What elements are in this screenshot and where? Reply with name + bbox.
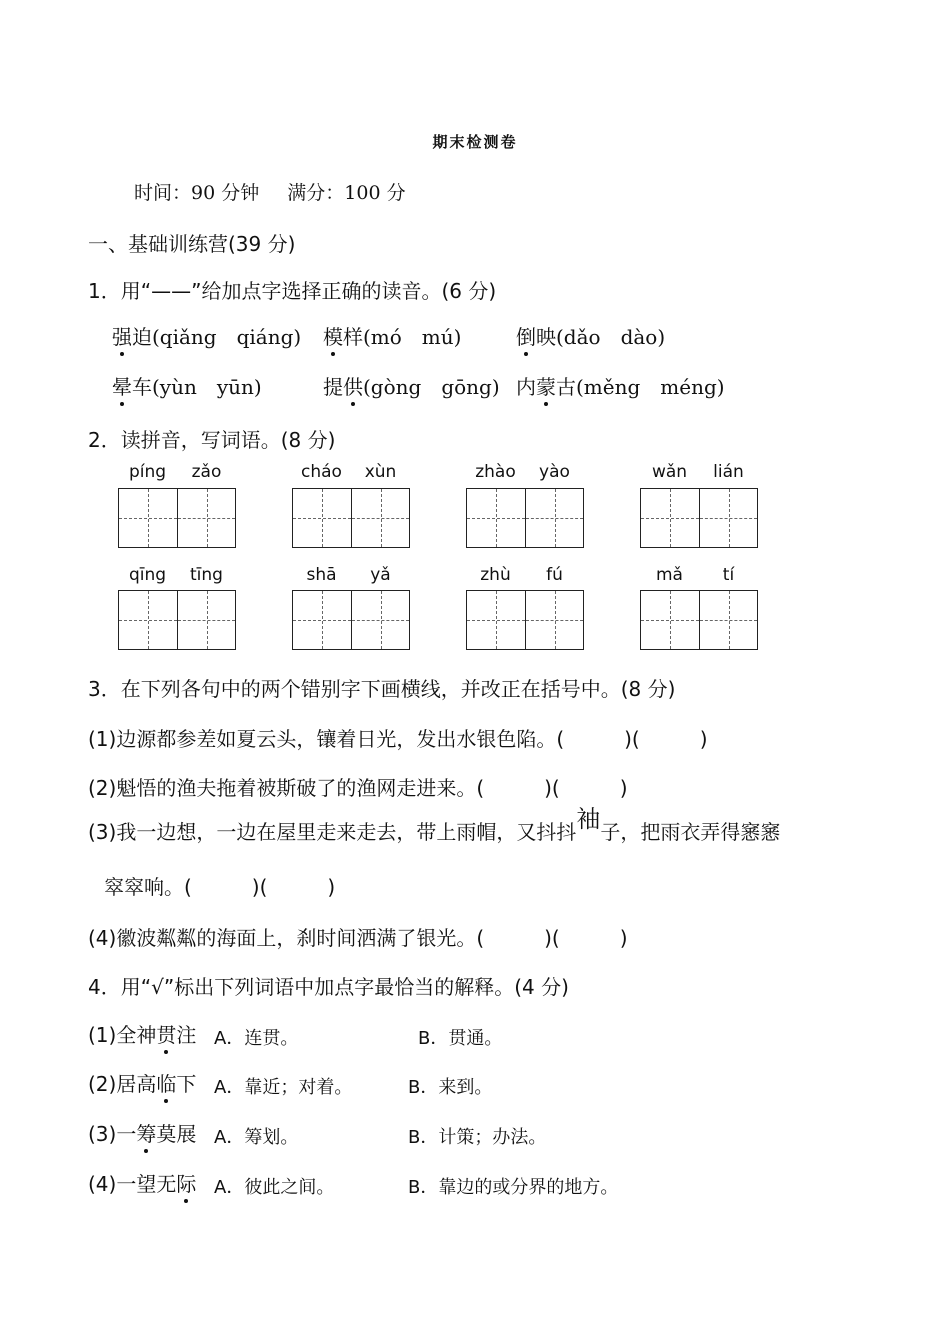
- q1-item-2: 模样(mó mú): [323, 325, 462, 349]
- q1-stem: 1．用“——”给加点字选择正确的读音。(6 分): [88, 279, 497, 303]
- writing-grid[interactable]: [466, 488, 584, 548]
- q4-item-3-option-b[interactable]: B．计策；办法。: [408, 1127, 547, 1148]
- q1-item-1: 强迫(qiǎng qiáng): [112, 325, 302, 349]
- q4-item-4-option-b[interactable]: B．靠边的或分界的地方。: [408, 1177, 619, 1198]
- q4-item-2-option-b[interactable]: B．来到。: [408, 1077, 493, 1098]
- q1-item-3: 倒映(dǎo dào): [516, 325, 666, 349]
- page-title: 期末检测卷: [432, 133, 518, 151]
- q1-item-4: 晕车(yùn yūn): [112, 375, 262, 399]
- exam-meta: [134, 178, 406, 205]
- writing-grid[interactable]: [640, 590, 758, 650]
- writing-grid[interactable]: [640, 488, 758, 548]
- q4-item-1: (1)全神贯注: [88, 1023, 197, 1047]
- q4-item-2: (2)居高临下: [88, 1072, 197, 1096]
- q1-item-5: 提供(gòng gōng): [323, 375, 500, 399]
- writing-grid[interactable]: [292, 590, 410, 650]
- q4-stem: 4．用“√”标出下列词语中加点字最恰当的解释。(4 分): [88, 975, 569, 999]
- q4-item-4-option-a[interactable]: A．彼此之间。: [214, 1177, 335, 1198]
- q3-sentence-2: (2)魁悟的渔夫拖着被斯破了的渔网走进来。( )( ): [88, 776, 628, 800]
- exam-time: 时间：90 分钟: [134, 182, 260, 204]
- q3-sentence-1: (1)边源都参差如夏云头，镶着日光，发出水银色陷。( )( ): [88, 727, 708, 751]
- q3-sentence-3: (3)我一边想，一边在屋里走来走去，带上雨帽，又抖抖袖子，把雨衣弄得窸窸: [88, 805, 781, 844]
- q4-item-2-option-a[interactable]: A．靠近；对着。: [214, 1077, 353, 1098]
- q2-stem: 2．读拼音，写词语。(8 分): [88, 428, 336, 452]
- pinyin-label: zhù fú: [480, 565, 563, 585]
- writing-grid[interactable]: [118, 488, 236, 548]
- q3-sentence-4: (4)徽波粼粼的海面上，刹时间洒满了银光。( )( ): [88, 926, 628, 950]
- pinyin-label: píng zǎo: [128, 462, 222, 482]
- q4-item-1-option-b[interactable]: B．贯通。: [418, 1028, 503, 1049]
- pinyin-label: zhào yào: [475, 462, 570, 482]
- q3-sentence-3-cont: 窣窣响。( )( ): [104, 875, 336, 899]
- pinyin-label: cháo xùn: [301, 462, 397, 482]
- writing-grid[interactable]: [118, 590, 236, 650]
- q3-stem: 3．在下列各句中的两个错别字下画横线，并改正在括号中。(8 分): [88, 677, 676, 701]
- q4-item-3: (3)一筹莫展: [88, 1122, 197, 1146]
- pinyin-label: qīng tīng: [128, 565, 223, 585]
- exam-score: 满分：100 分: [287, 182, 406, 204]
- q4-item-1-option-a[interactable]: A．连贯。: [214, 1028, 299, 1049]
- q1-item-6: 内蒙古(měng méng): [516, 375, 725, 399]
- q4-item-4: (4)一望无际: [88, 1172, 197, 1196]
- writing-grid[interactable]: [292, 488, 410, 548]
- q4-item-3-option-a[interactable]: A．筹划。: [214, 1127, 299, 1148]
- pinyin-label: mǎ tí: [656, 565, 735, 585]
- writing-grid[interactable]: [466, 590, 584, 650]
- pinyin-label: wǎn lián: [651, 462, 744, 482]
- pinyin-label: shā yǎ: [306, 565, 391, 585]
- section-1-heading: 一、基础训练营(39 分): [88, 232, 296, 256]
